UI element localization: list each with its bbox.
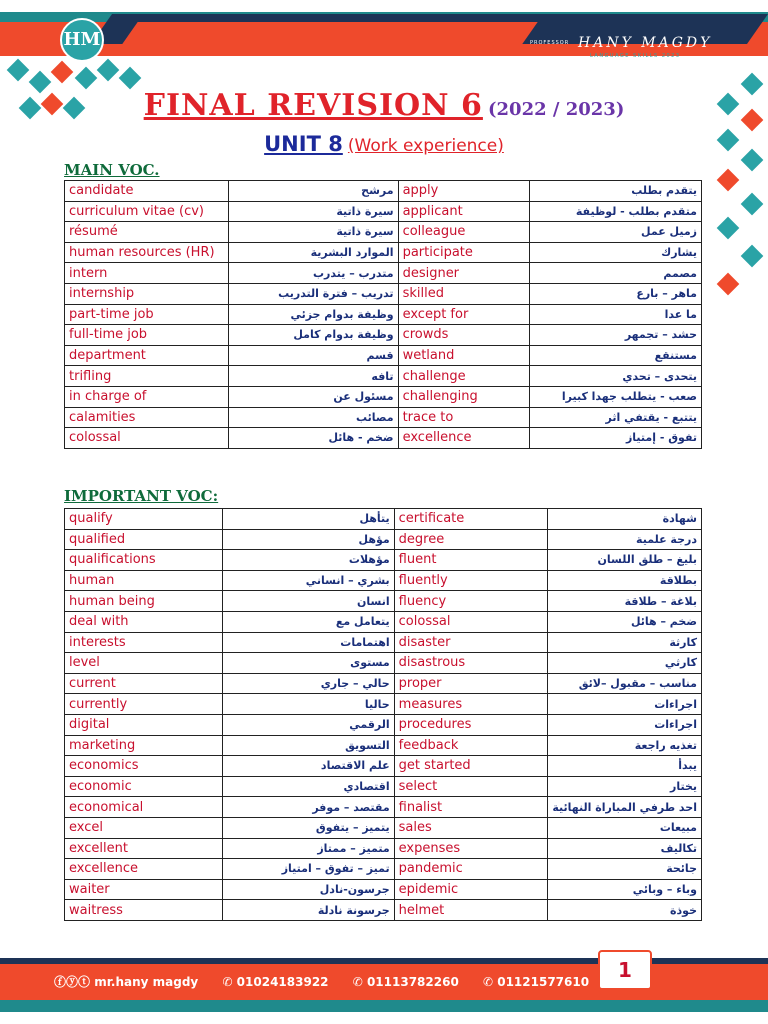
term-ar: يتتبع - يقتفي اثر [530,407,702,428]
term-ar: تميز – تفوق – امتياز [223,859,394,880]
term-ar: انسان [223,591,394,612]
term-ar: صعب - يتطلب جهدا كبيرا [530,386,702,407]
term-en: challenge [398,366,530,387]
term-en: human being [65,591,223,612]
term-en: full-time job [65,325,229,346]
term-ar: كارثي [548,653,702,674]
term-ar: حاليا [223,694,394,715]
term-en: economic [65,776,223,797]
term-en: marketing [65,735,223,756]
professor-subtitle: LANGUAGE SKILLS 2023 [590,53,681,59]
table-row [65,653,702,674]
term-en: excel [65,817,223,838]
term-ar: الرقمي [223,714,394,735]
main-voc-table [64,180,702,449]
term-en: interests [65,632,223,653]
term-ar: مصمم [530,263,702,284]
term-en: colossal [394,611,548,632]
table-row [65,242,702,263]
decor-diamond [7,59,30,82]
header-band-red-stripe [122,22,537,44]
important-voc-table [64,508,702,921]
term-ar: مرشح [228,181,398,202]
term-en: excellence [398,428,530,449]
term-en: part-time job [65,304,229,325]
table-row [65,817,702,838]
term-en: trifling [65,366,229,387]
term-ar: متدرب – يتدرب [228,263,398,284]
term-ar: ما عدا [530,304,702,325]
term-en: economical [65,797,223,818]
term-ar: بشري – انساني [223,570,394,591]
term-en: participate [398,242,530,263]
table-row [65,735,702,756]
table-row [65,756,702,777]
title-years: (2022 / 2023) [488,99,625,120]
term-ar: احد طرفي المباراة النهائية [548,797,702,818]
table-row [65,611,702,632]
term-ar: يتأهل [223,509,394,530]
term-ar: يختار [548,776,702,797]
term-en: designer [398,263,530,284]
term-ar: بلاغة – طلاقة [548,591,702,612]
decor-diamond [75,67,98,90]
decor-diamond [741,245,764,268]
term-en: pandemic [394,859,548,880]
phone-3: ✆ 01121577610 [483,975,590,989]
term-ar: اقتصادي [223,776,394,797]
term-en: excellence [65,859,223,880]
term-ar: درجة علمية [548,529,702,550]
term-en: apply [398,181,530,202]
term-ar: يشارك [530,242,702,263]
term-en: colossal [65,428,229,449]
term-ar: ماهر – بارع [530,283,702,304]
important-voc-heading: IMPORTANT VOC: [64,487,219,505]
term-ar: وظيفة بدوام جزئي [228,304,398,325]
table-row [65,263,702,284]
term-en: trace to [398,407,530,428]
unit-topic: (Work experience) [347,136,504,156]
term-en: curriculum vitae (cv) [65,201,229,222]
term-ar: زميل عمل [530,222,702,243]
term-en: digital [65,714,223,735]
page-title [0,88,768,123]
page-number: 1 [598,950,652,990]
term-ar: مستنقع [530,345,702,366]
table-row [65,694,702,715]
term-en: select [394,776,548,797]
term-ar: مناسب – مقبول –لائق [548,673,702,694]
social-handle-text: mr.hany magdy [94,975,199,989]
table-row [65,550,702,571]
term-ar: سيرة ذاتية [228,222,398,243]
term-en: deal with [65,611,223,632]
table-row [65,529,702,550]
term-ar: جرسون-نادل [223,879,394,900]
term-en: proper [394,673,548,694]
footer-contacts [54,973,609,990]
term-ar: ضخم - هائل [228,428,398,449]
term-en: skilled [398,283,530,304]
term-en: feedback [394,735,548,756]
main-voc-heading: MAIN VOC. [64,161,160,179]
term-en: certificate [394,509,548,530]
social-handle: ⓕⓨⓣ mr.hany magdy [54,975,199,989]
logo: HM [60,18,104,62]
term-en: disaster [394,632,548,653]
term-en: degree [394,529,548,550]
term-en: currently [65,694,223,715]
table-row [65,181,702,202]
term-ar: اهتمامات [223,632,394,653]
phone-1-text: 01024183922 [236,975,329,989]
term-ar: وباء – وبائي [548,879,702,900]
term-en: qualifications [65,550,223,571]
footer-band-teal [0,1000,768,1012]
table-row [65,879,702,900]
term-ar: يتعامل مع [223,611,394,632]
term-ar: بطلاقة [548,570,702,591]
table-row [65,632,702,653]
term-ar: يتميز – يتفوق [223,817,394,838]
term-en: intern [65,263,229,284]
term-ar: بليغ – طلق اللسان [548,550,702,571]
table-row [65,386,702,407]
term-en: level [65,653,223,674]
term-en: waitress [65,900,223,921]
term-en: disastrous [394,653,548,674]
term-ar: جرسونة نادلة [223,900,394,921]
term-ar: شهادة [548,509,702,530]
term-en: qualified [65,529,223,550]
term-ar: مؤهلات [223,550,394,571]
term-en: finalist [394,797,548,818]
table-row [65,570,702,591]
table-row [65,776,702,797]
term-en: wetland [398,345,530,366]
term-en: procedures [394,714,548,735]
decor-diamond [119,67,142,90]
term-ar: الموارد البشرية [228,242,398,263]
term-en: résumé [65,222,229,243]
table-row [65,201,702,222]
term-ar: اجراءات [548,694,702,715]
term-ar: مصائب [228,407,398,428]
term-en: measures [394,694,548,715]
phone-2: ✆ 01113782260 [352,975,459,989]
term-en: sales [394,817,548,838]
decor-diamond [717,169,740,192]
term-en: human [65,570,223,591]
table-row [65,509,702,530]
term-en: helmet [394,900,548,921]
term-en: current [65,673,223,694]
term-ar: متقدم بطلب - لوظيفة [530,201,702,222]
term-ar: سيرة ذاتية [228,201,398,222]
table-row [65,797,702,818]
term-en: fluently [394,570,548,591]
table-row [65,345,702,366]
term-en: fluent [394,550,548,571]
table-row [65,591,702,612]
term-en: expenses [394,838,548,859]
term-ar: وظيفة بدوام كامل [228,325,398,346]
decor-diamond [97,59,120,82]
term-ar: مستوى [223,653,394,674]
term-ar: خوذة [548,900,702,921]
phone-3-text: 01121577610 [497,975,590,989]
term-ar: مؤهل [223,529,394,550]
table-row [65,428,702,449]
term-en: qualify [65,509,223,530]
phone-2-text: 01113782260 [366,975,459,989]
table-row [65,325,702,346]
term-ar: تغذيه راجعة [548,735,702,756]
term-en: excellent [65,838,223,859]
term-ar: يتقدم بطلب [530,181,702,202]
term-ar: يتحدى – تحدي [530,366,702,387]
term-ar: مسئول عن [228,386,398,407]
term-en: department [65,345,229,366]
term-en: crowds [398,325,530,346]
term-ar: قسم [228,345,398,366]
phone-1: ✆ 01024183922 [222,975,329,989]
table-row [65,222,702,243]
term-ar: التسويق [223,735,394,756]
table-row [65,900,702,921]
term-en: in charge of [65,386,229,407]
term-ar: حالي – جاري [223,673,394,694]
term-en: colleague [398,222,530,243]
unit-label: UNIT 8 [264,132,343,156]
term-ar: جائحة [548,859,702,880]
term-ar: كارثة [548,632,702,653]
term-en: except for [398,304,530,325]
term-ar: يبدأ [548,756,702,777]
table-row [65,859,702,880]
table-row [65,366,702,387]
term-ar: تافه [228,366,398,387]
table-row [65,283,702,304]
table-row [65,714,702,735]
professor-label: PROFESSOR [530,40,570,46]
term-en: human resources (HR) [65,242,229,263]
term-en: economics [65,756,223,777]
table-row [65,304,702,325]
professor-name: HANY MAGDY [578,35,713,51]
decor-diamond [51,61,74,84]
table-row [65,673,702,694]
table-row [65,407,702,428]
term-en: applicant [398,201,530,222]
term-ar: تفوق - إمتياز [530,428,702,449]
term-en: epidemic [394,879,548,900]
term-en: internship [65,283,229,304]
term-en: fluency [394,591,548,612]
decor-diamond [717,217,740,240]
term-ar: ضخم – هائل [548,611,702,632]
table-row [65,838,702,859]
term-ar: مقتصد – موفر [223,797,394,818]
term-ar: تكاليف [548,838,702,859]
term-en: challenging [398,386,530,407]
term-ar: مبيعات [548,817,702,838]
term-en: waiter [65,879,223,900]
term-en: get started [394,756,548,777]
decor-diamond [717,273,740,296]
term-ar: متميز – ممتاز [223,838,394,859]
term-ar: علم الاقتصاد [223,756,394,777]
term-ar: حشد – تجمهر [530,325,702,346]
term-en: candidate [65,181,229,202]
term-ar: تدريب – فترة التدريب [228,283,398,304]
title-main: FINAL REVISION 6 [143,88,483,123]
term-en: calamities [65,407,229,428]
decor-diamond [741,193,764,216]
term-ar: اجراءات [548,714,702,735]
unit-title [0,132,768,156]
